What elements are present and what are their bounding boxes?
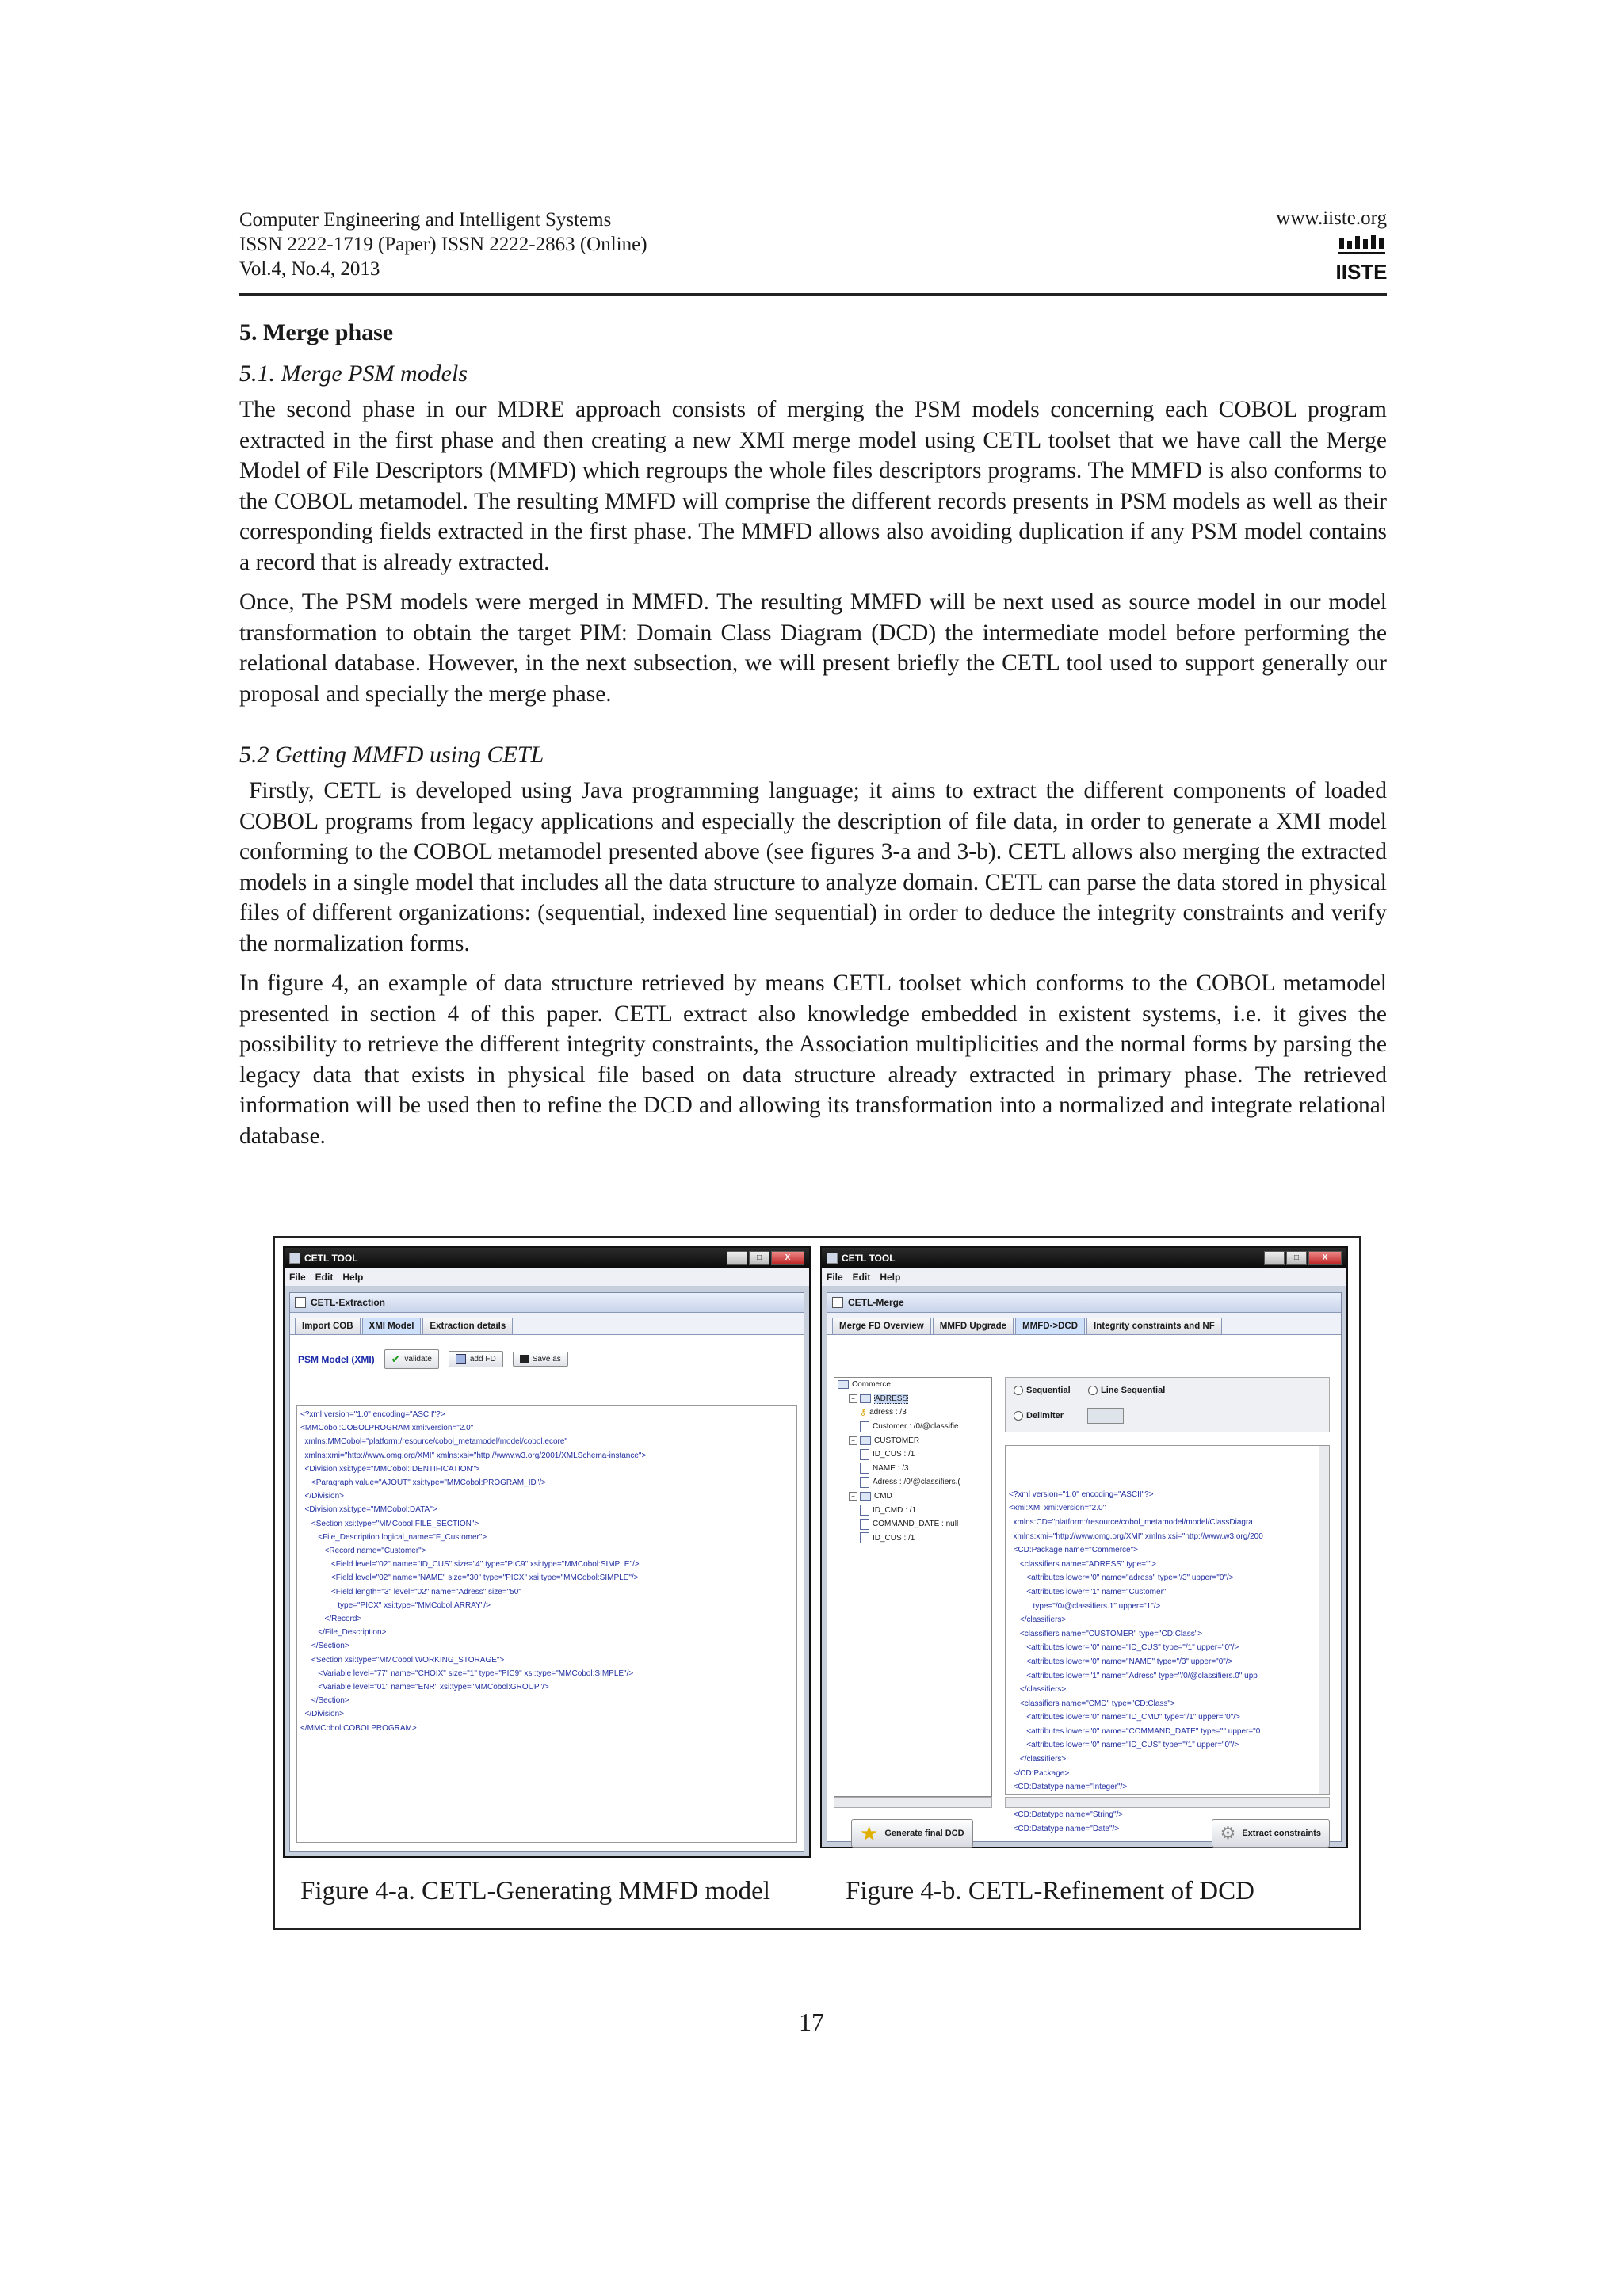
- app-icon: [827, 1253, 838, 1264]
- attribute-file-icon: [860, 1519, 869, 1530]
- issn-line: ISSN 2222-1719 (Paper) ISSN 2222-2863 (Online): [239, 234, 647, 255]
- window-titlebar: [822, 1248, 1346, 1268]
- tree-horizontal-scrollbar[interactable]: [834, 1797, 992, 1808]
- attribute-file-icon: [860, 1532, 869, 1543]
- psm-model-label: PSM Model (XMI): [298, 1353, 375, 1365]
- class-folder-icon: [860, 1492, 871, 1501]
- expand-toggle-icon[interactable]: −: [849, 1436, 857, 1445]
- panel-title-bar: [827, 1293, 1341, 1313]
- save-icon: [520, 1355, 529, 1363]
- maximize-button[interactable]: □: [1286, 1251, 1307, 1265]
- tree-node-label: COMMAND_DATE : null: [873, 1520, 959, 1529]
- xmi-horizontal-scrollbar[interactable]: [1005, 1797, 1330, 1808]
- tree-node-label: ADRESS: [875, 1394, 908, 1403]
- page-header: [239, 208, 1387, 296]
- class-folder-icon: [838, 1380, 849, 1389]
- xml-line: <Variable level="77" name="CHOIX" size="1" type="PIC9" xsi:type="MMCobol:SIMPLE"/>: [300, 1669, 634, 1678]
- xmi-text-area[interactable]: [296, 1405, 797, 1843]
- xml-line: <Division xsi:type="MMCobol:IDENTIFICATION">: [300, 1464, 480, 1474]
- tab-import-cob[interactable]: Import COB: [295, 1318, 361, 1334]
- save-as-button[interactable]: [513, 1352, 568, 1367]
- xml-line: </CD:Package>: [1009, 1768, 1070, 1778]
- menu-help[interactable]: Help: [342, 1272, 364, 1283]
- generate-final-dcd-button[interactable]: [851, 1819, 973, 1848]
- generate-label: Generate final DCD: [884, 1829, 964, 1838]
- delimiter-label: Delimiter: [1026, 1410, 1064, 1421]
- xml-line: </classifiers>: [1009, 1755, 1067, 1764]
- tab-extraction-details[interactable]: Extraction details: [422, 1318, 513, 1334]
- volume-line: Vol.4, No.4, 2013: [239, 258, 380, 280]
- tree-node[interactable]: [834, 1405, 991, 1420]
- radio-icon: [1014, 1411, 1023, 1421]
- class-folder-icon: [860, 1436, 871, 1445]
- expand-toggle-icon[interactable]: −: [849, 1394, 857, 1403]
- validate-button[interactable]: [384, 1349, 439, 1369]
- tree-node-label: ID_CUS : /1: [873, 1533, 915, 1543]
- xml-line: type="/0/@classifiers.1" upper="1"/>: [1009, 1601, 1161, 1611]
- expand-toggle-icon[interactable]: −: [849, 1492, 857, 1501]
- paragraph: Firstly, CETL is developed using Java programming language; it aims to extract the different components of loaded COBOL programs from legacy applications and especially the description of file data, in order to generate a XMI model conforming to the COBOL metamodel presented above (see figures 3-a and 3-b). CETL allows also merging the extracted models in a single model that includes all the data structure to analyze domain. CETL can parse the data stored in physical files of different organizations: (sequential, indexed line sequential) in order to deduce the integrity constraints and verify the normalization forms.: [239, 778, 1387, 956]
- tree-node[interactable]: [834, 1503, 991, 1517]
- figure-caption-b: Figure 4-b. CETL-Refinement of DCD: [846, 1877, 1254, 1905]
- xml-line: xmlns:MMCobol="platform:/resource/cobol_metamodel/model/cobol.ecore": [300, 1437, 567, 1447]
- attribute-file-icon: [860, 1477, 869, 1488]
- iiste-logo: [1336, 233, 1387, 284]
- xml-line: <attributes lower="0" name="ID_CUS" type="/1" upper="0"/>: [1009, 1643, 1239, 1653]
- cetl-extraction-window: [283, 1246, 811, 1858]
- merge-panel: [827, 1292, 1342, 1845]
- tree-node[interactable]: [834, 1475, 991, 1489]
- menu-bar: [285, 1268, 809, 1286]
- tree-node[interactable]: [834, 1531, 991, 1546]
- figure-4: [273, 1236, 1361, 1930]
- tab-integrity-constraints[interactable]: Integrity constraints and NF: [1086, 1318, 1222, 1334]
- tree-node-label: CMD: [874, 1492, 892, 1501]
- page-number: 17: [799, 2008, 824, 2036]
- tab-mmfd-upgrade[interactable]: MMFD Upgrade: [933, 1318, 1014, 1334]
- attribute-file-icon: [860, 1449, 869, 1460]
- xml-line: xmlns:xmi="http://www.omg.org/XMI" xmlns:xsi="http://www.w3.org/2001/XMLSchema-instance">: [300, 1451, 647, 1460]
- xml-line: <attributes lower="0" name="COMMAND_DATE" type="" upper="0: [1009, 1726, 1261, 1736]
- article-body: [239, 317, 1387, 1161]
- subsection-title: 5.1. Merge PSM models: [239, 360, 468, 387]
- class-folder-icon: [860, 1394, 871, 1403]
- menu-file[interactable]: File: [289, 1272, 306, 1283]
- paragraph: In figure 4, an example of data structure retrieved by means CETL toolset which conforms to the COBOL metamodel presented in section 4 of this paper. CETL extract also knowledge embedded in existent systems, i.e. it gives the possibility to retrieve the different integrity constraints, the Association multiplicities and the normal forms by parsing the legacy data that exists in physical file based on data structure already extracted in primary phase. The retrieved information will be used then to refine the DCD and allowing its transformation into a normalized and integrate relational database.: [239, 971, 1387, 1149]
- website-url: www.iiste.org: [1276, 208, 1387, 229]
- xml-line: <CD:Datatype name="Date"/>: [1009, 1825, 1120, 1834]
- tab-bar: [290, 1313, 804, 1335]
- radio-icon: [1014, 1386, 1023, 1395]
- file-organization-options: [1005, 1377, 1330, 1432]
- xml-line: </Division>: [300, 1492, 345, 1501]
- xml-line: <File_Description logical_name="F_Customer">: [300, 1532, 487, 1542]
- radio-icon: [1088, 1386, 1098, 1395]
- toolbar: [290, 1335, 804, 1374]
- tree-node-label: CUSTOMER: [874, 1436, 920, 1445]
- window-titlebar: [285, 1248, 809, 1268]
- extraction-panel: [289, 1292, 804, 1852]
- xml-line: xmlns:xmi="http://www.omg.org/XMI" xmlns:xsi="http://www.w3.org/200: [1009, 1531, 1263, 1541]
- xml-line: <Paragraph value="AJOUT" xsi:type="MMCobol:PROGRAM_ID"/>: [300, 1478, 546, 1488]
- line-sequential-option[interactable]: [1088, 1386, 1165, 1395]
- checkmark-icon: ✔: [391, 1352, 401, 1365]
- menu-edit[interactable]: Edit: [852, 1272, 871, 1283]
- xml-line: </classifiers>: [1009, 1615, 1067, 1625]
- xml-line: <Record name="Customer">: [300, 1547, 426, 1556]
- tree-node-label: adress : /3: [869, 1408, 907, 1417]
- panel-title-bar: [290, 1293, 804, 1313]
- xml-line: </Division>: [300, 1710, 345, 1719]
- xml-line: </classifiers>: [1009, 1685, 1067, 1695]
- star-icon: ★: [860, 1821, 879, 1845]
- key-icon: ⚷: [860, 1408, 867, 1418]
- xml-line: <attributes lower="0" name="ID_CUS" type="/1" upper="0"/>: [1009, 1741, 1239, 1750]
- tab-mmfd-dcd[interactable]: MMFD->DCD: [1015, 1318, 1085, 1334]
- extract-label: Extract constraints: [1242, 1829, 1321, 1838]
- cetl-merge-window: [820, 1246, 1348, 1848]
- save-as-label: Save as: [532, 1355, 561, 1363]
- validate-label: validate: [404, 1355, 432, 1363]
- xml-line: <Field length="3" level="02" name="Adress" size="50": [300, 1587, 521, 1596]
- tree-node-label: ID_CMD : /1: [873, 1505, 917, 1515]
- xml-line: <Division xsi:type="MMCobol:DATA">: [300, 1505, 437, 1515]
- extract-constraints-button[interactable]: [1212, 1819, 1330, 1848]
- subsection-title: 5.2 Getting MMFD using CETL: [239, 742, 544, 768]
- xml-line: <Variable level="01" name="ENR" xsi:type="MMCobol:GROUP"/>: [300, 1683, 549, 1692]
- xml-line: <xmi:XMI xmi:version="2.0": [1009, 1504, 1106, 1513]
- xml-line: type="PICX" xsi:type="MMCobol:ARRAY"/>: [300, 1600, 491, 1610]
- xml-line: <attributes lower="1" name="Customer": [1009, 1587, 1167, 1596]
- xml-line: <classifiers name="ADRESS" type="">: [1009, 1559, 1156, 1569]
- tree-node[interactable]: [834, 1462, 991, 1476]
- xml-line: </File_Description>: [300, 1628, 387, 1638]
- xml-line: <Section xsi:type="MMCobol:WORKING_STORAGE">: [300, 1655, 505, 1665]
- journal-info: [239, 208, 647, 281]
- window-title: CETL TOOL: [304, 1253, 358, 1264]
- xml-line: <CD:Datatype name="String"/>: [1009, 1810, 1124, 1820]
- menu-bar: [822, 1268, 1346, 1286]
- close-button[interactable]: X: [771, 1251, 804, 1265]
- minimize-button[interactable]: _: [727, 1251, 747, 1265]
- grid-icon: [456, 1354, 466, 1364]
- tree-node[interactable]: [834, 1517, 991, 1531]
- xml-line: <attributes lower="0" name="NAME" type="/3" upper="0"/>: [1009, 1657, 1233, 1666]
- tree-node[interactable]: [834, 1489, 991, 1504]
- tree-node[interactable]: [834, 1392, 991, 1406]
- tab-merge-fd-overview[interactable]: Merge FD Overview: [832, 1318, 931, 1334]
- add-fd-button[interactable]: [449, 1351, 503, 1367]
- tree-node[interactable]: [834, 1447, 991, 1462]
- tree-node-label: Commerce: [852, 1380, 891, 1390]
- menu-edit[interactable]: Edit: [315, 1272, 334, 1283]
- xml-line: <attributes lower="0" name="adress" type="/3" upper="0"/>: [1009, 1573, 1234, 1583]
- line-sequential-label: Line Sequential: [1101, 1386, 1166, 1395]
- attribute-file-icon: [860, 1463, 869, 1474]
- xml-line: <Section xsi:type="MMCobol:FILE_SECTION">: [300, 1519, 479, 1528]
- sequential-label: Sequential: [1026, 1386, 1071, 1395]
- section-title: 5. Merge phase: [239, 319, 394, 345]
- app-icon: [289, 1253, 300, 1264]
- xml-line: <?xml version="1.0" encoding="ASCII"?>: [300, 1410, 445, 1419]
- gear-icon: ⚙: [1220, 1823, 1236, 1843]
- paragraph: Once, The PSM models were merged in MMFD. The resulting MMFD will be next used as source model in our model transformation to obtain the target PIM: Domain Class Diagram (DCD) the intermediate model before performing the relational database. However, in the next subsection, we will present briefly the CETL tool used to support generally our proposal and specially the merge phase.: [239, 589, 1387, 707]
- xml-line: <MMCobol:COBOLPROGRAM xmi:version="2.0": [300, 1424, 474, 1433]
- tree-node[interactable]: [834, 1378, 991, 1392]
- xml-line: <?xml version="1.0" encoding="ASCII"?>: [1009, 1489, 1154, 1499]
- minimize-button[interactable]: _: [1264, 1251, 1285, 1265]
- delimiter-input[interactable]: [1087, 1408, 1124, 1424]
- xml-line: <classifiers name="CMD" type="CD:Class">: [1009, 1699, 1175, 1708]
- xml-line: </Record>: [300, 1615, 362, 1624]
- add-fd-label: add FD: [469, 1355, 496, 1363]
- sequential-option[interactable]: [1014, 1386, 1071, 1395]
- window-title: CETL TOOL: [842, 1253, 896, 1264]
- xml-line: <attributes lower="1" name="Adress" type="/0/@classifiers.0" upp: [1009, 1671, 1258, 1680]
- xml-line: <Field level="02" name="NAME" size="30" type="PICX" xsi:type="MMCobol:SIMPLE"/>: [300, 1573, 639, 1583]
- close-button[interactable]: X: [1308, 1251, 1342, 1265]
- menu-help[interactable]: Help: [880, 1272, 901, 1283]
- panel-checkbox[interactable]: [295, 1297, 306, 1308]
- delimiter-option[interactable]: [1014, 1408, 1124, 1424]
- tab-bar: [827, 1313, 1341, 1335]
- tree-node-label: NAME : /3: [873, 1463, 909, 1473]
- tree-node[interactable]: [834, 1433, 991, 1447]
- xml-line: <Field level="02" name="ID_CUS" size="4" type="PIC9" xsi:type="MMCobol:SIMPLE"/>: [300, 1560, 640, 1569]
- xml-line: <attributes lower="0" name="ID_CMD" type="/1" upper="0"/>: [1009, 1713, 1240, 1722]
- figure-caption-a: Figure 4-a. CETL-Generating MMFD model: [300, 1877, 770, 1905]
- xml-line: <CD:Datatype name="Integer"/>: [1009, 1783, 1128, 1792]
- attribute-file-icon: [860, 1505, 869, 1516]
- tab-xmi-model[interactable]: XMI Model: [362, 1318, 422, 1334]
- panel-title: CETL-Extraction: [311, 1297, 386, 1308]
- svg-text:IISTE: IISTE: [1335, 260, 1388, 284]
- panel-title: CETL-Merge: [848, 1297, 904, 1308]
- tree-node-label: Customer : /0/@classifie: [873, 1422, 959, 1432]
- tree-node-label: Adress : /0/@classifiers.(: [873, 1478, 960, 1487]
- xml-line: </MMCobol:COBOLPROGRAM>: [300, 1723, 417, 1733]
- vertical-scrollbar[interactable]: [1319, 1446, 1329, 1794]
- tree-node-label: ID_CUS : /1: [873, 1450, 915, 1459]
- xml-line: </Section>: [300, 1642, 349, 1651]
- journal-name: Computer Engineering and Intelligent Systems: [239, 209, 612, 231]
- maximize-button[interactable]: □: [749, 1251, 769, 1265]
- xml-line: <CD:Package name="Commerce">: [1009, 1546, 1139, 1555]
- attribute-file-icon: [860, 1421, 869, 1432]
- paragraph: The second phase in our MDRE approach consists of merging the PSM models concerning each COBOL program extracted in the first phase and then creating a new XMI merge model using CETL toolset that we have call the Merge Model of File Descriptors (MMFD) which regroups the whole files descriptors programs. The MMFD is also conforms to the COBOL metamodel. The resulting MMFD will comprise the different records presents in PSM models as well as their corresponding fields extracted in the first phase. The MMFD allows also avoiding duplication if any PSM model contains a record that is already extracted.: [239, 397, 1387, 575]
- xml-line: <classifiers name="CUSTOMER" type="CD:Class">: [1009, 1629, 1203, 1638]
- menu-file[interactable]: File: [827, 1272, 843, 1283]
- tree-node[interactable]: [834, 1420, 991, 1434]
- class-tree[interactable]: [834, 1377, 992, 1797]
- panel-checkbox[interactable]: [832, 1297, 843, 1308]
- xml-line: </Section>: [300, 1696, 349, 1706]
- xml-line: xmlns:CD="platform:/resource/cobol_metamodel/model/ClassDiagra: [1009, 1517, 1253, 1527]
